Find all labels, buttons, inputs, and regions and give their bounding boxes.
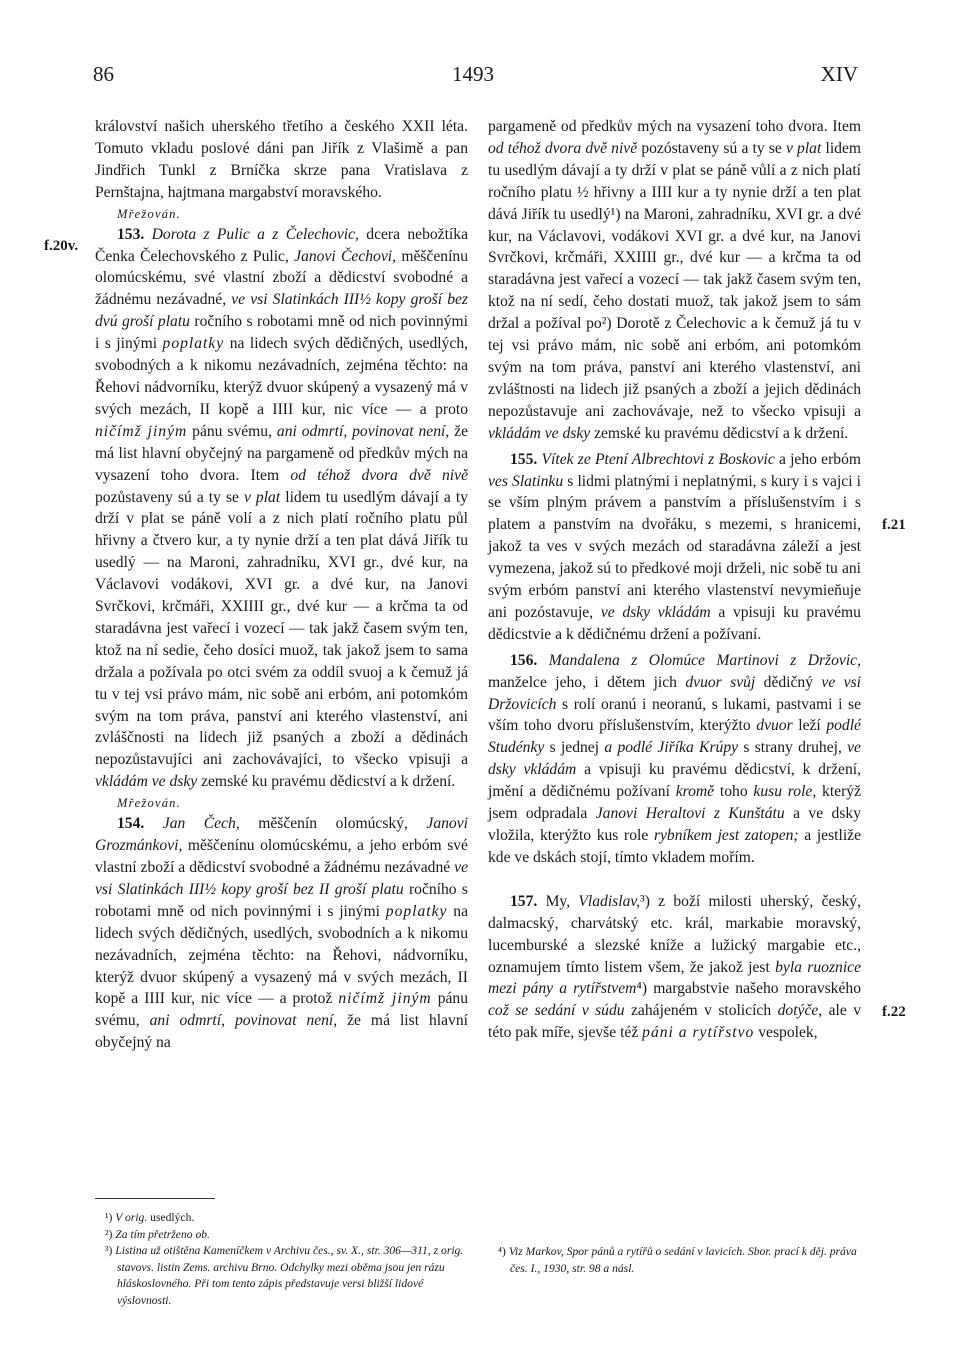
footnote-4: ⁴) Viz Markov, Spor pánů a rytířů o sedání v lavicích. Sbor. prací k děj. práva čes. I., 1930, str. 98 a násl. <box>498 1245 857 1275</box>
left-column <box>95 116 468 1054</box>
entry-number: 156. <box>510 651 538 669</box>
footnote-2: ²) Za tím přetrženo ob. <box>105 1227 210 1241</box>
scribe-signature: Mřežován. <box>117 796 181 811</box>
entry-number: 155. <box>510 450 538 468</box>
page-number: 86 <box>93 62 114 86</box>
entry-156: 156. Mandalena z Olomúce Martinovi z Držovic, manželce jeho, i dětem jich dvuor svůj dědičný ve vsi Držovicích s rolí oranú i neoranú, s lukami, pastvami i se vším toho dvoru příslušenstvím, kterýžto dvuor leží podlé Studénky s jednej a podlé Jiříka Krúpy s strany druhej, ve dsky vkládám a vpisuji ku pravému dědicství, k držení, jmění a dědičnému požívaní kromě toho kusu role, kterýž jsem odpradala Janovi Heraltovi z Kunštátu a ve dsky vložila, kterýžto kus role rybníkem jest zatopen; a jestliže kde ve dskách stojí, tímto vkladem mořím. <box>488 651 861 866</box>
entry-153: 153. Dorota z Pulic a z Čelechovic, dcera nebožtíka Čenka Čelechovského z Pulic, Janovi Čechovi, měščenínu olomúcskému, své vlastní zboží a dědicství svobodné a žádnému nezávadné, ve vsi Slatinkách III½ kopy groší bez dvú groší platu ročního s robotami mně od nich povinnými i s jinými poplatky na lidech svých dědičných, usedlých, svobodných a k nikomu nezávadních, zejména těchto: na Řehovi nádvorníku, kterýž dvuor skúpený a vysazený má v svých mezách, II kopě a IIII kur, nic více — a proto ničímž jiným pánu svému, ani odmrtí, povinovat není, že má list hlavní obyčejný na pargameně od předkův mých na vysazení toho dvora. Item od téhož dvora dvě nivě pozůstaveny sú a ty se v plat lidem tu usedlým dávají a ty drží v plat se páně volí a z nich platí ročního platu půl hřivny a čtvero kur, a ty nynie drží a ten plat dává Jiřík tu usedlý — na Maroni, zahradníku, XVI gr., dvé kur, na Václavovi vodákovi, XVI gr. a dvé kur, na Janovi Svrčkovi, krčmáři, XXIIII gr., dvé kur — a krčma ta od staradávna jest vařecí i vozecí — tak jakž časem svým ten, ktož na ní sedie, čeho dosíci muož, tak jakož jsem to sama držala a požívala po otci svém za oddíl svuoj a k čemuž já tu v tej vsi právo mám, nic sobě ani erbóm, ani potomkóm svým na tom práva, panství ani kterého vlastenství, ani zvláščnosti na lidech již psaných a zboží a dědinách nepozůstavujíci ani zachovávajíci, to všecko vpisuji a vkládám ve dsky zemské ku pravému dědicství a k držení. <box>95 225 469 791</box>
header-year: 1493 <box>452 62 494 86</box>
footnote-3: ³) Listina už otištěna Kameníčkem v Archivu čes., sv. X., str. 306—311, z orig. stavovs. listin Zems. archivu Brno. Odchylky mezi oběma jsou jen rázu hláskoslovného. Při tom tento zápis představuje versi bližší lidové výslovnosti. <box>105 1244 464 1307</box>
entry-number: 153. <box>117 225 145 243</box>
entry-157: 157. My, Vladislav,³) z boží milosti uherský, český, dalmacský, charvátský etc. král, markabie moravský, lucemburské a slezské kníže a lužický margabie etc., oznamujem tímto listem všem, že jakož jest byla ruoznice mezi pány a rytířstvem⁴) margabstvie našeho moravského což se sedání v súdu zahájeném v stolicích dotýče, ale v této pak míře, sjevše též páni a rytířstvo vespolek, <box>488 892 862 1042</box>
entry-155: 155. Vítek ze Ptení Albrechtovi z Boskovic a jeho erbóm ves Slatinku s lidmi platnými i neplatnými, s kury i s vajci i se vším plným právem a panstvím a příslušenstvím i s platem a panstvím na dvořáku, s mezemi, s hranicemi, jakož ta ves v svých mezách od staradávna záleží a jest vymezena, jakož sú to předkové moji drželi, nic sobě tu ani svým erbóm panství ani kterého vlastenství nevymieňuje ani pozóstavuje, ve dsky vkládám a vpisuji ku pravému dědicstvie a k dědičnému držení a požívaní. <box>488 450 861 643</box>
footnotes-left <box>95 1210 468 1309</box>
section-number: XIV <box>820 62 858 86</box>
margin-folio-21: f.21 <box>882 517 906 533</box>
footnote-1: ¹) V orig. usedlých. <box>105 1211 195 1224</box>
footnote-rule <box>95 1198 215 1199</box>
entry-number: 154. <box>117 815 145 833</box>
footnotes-right <box>488 1210 861 1277</box>
entry-154: 154. Jan Čech, měščenín olomúcský, Janovi Grozmánkovi, měščenínu olomúcskému, a jeho erbóm své vlastní zboží a dědicství svobodné a žádnému nezávadné ve vsi Slatinkách III½ kopy groší bez II groší platu ročního s robotami mně od nich povinnými i s jinými poplatky na lidech svých dědičných, usedlých, svobodních a k nikomu nezávadních, zejména těchto: na Řehovi, nádvorníku, kterýž dvuor skúpený a vysazený má v svých mezách, II kopě a IIII kur, nic více — a protož ničímž jiným pánu svému, ani odmrtí, povinovat není, že má list hlavní obyčejný na <box>95 815 468 1052</box>
margin-folio-22: f.22 <box>882 1004 906 1020</box>
running-header <box>0 62 960 92</box>
entry-number: 157. <box>510 892 538 910</box>
right-column <box>488 116 861 1044</box>
margin-folio-20v: f.20v. <box>44 238 79 254</box>
paragraph-continued: království našich uherského třetího a českého XXII léta. Tomuto vkladu poslové dáni pan Jiřík z Vlašimě a pan Jindřich Tunkl z Brníčka skrze pana Vratislava z Pernštajna, hajtmana margabství moravského. <box>95 118 468 201</box>
scribe-signature: Mřežován. <box>117 206 181 221</box>
paragraph-continued: pargameně od předkův mých na vysazení toho dvora. Item od téhož dvora dvě nivě pozóstaveny sú a ty se v plat lidem tu usedlým dávají a ty drží v plat se páně vůlí a z nich platí ročního platu ½ hřivny a IIII kur a ty nynie drží a ten plat dává Jiřík tu usedlý¹) na Maroni, zahradníku, XVI gr. a dvé kur, na Václavovi, vodákovi XVI gr. a dvé kur, na Janovi Svrčkovi, krčmáři, XXIIII gr., dvé kur — a krčma ta od staradávna jest vařecí a vozecí — tak jakž časem svým ten, ktož na ní sedí, čeho dostati muož, tak jakož jsem to sám držal a požíval po²) Dorotě z Čelechovic a k čemuž já tu v tej vsi právo mám, nic sobě ani erbóm, ani potomkóm svým na tom práva, panství ani kterého vlastenství, ani zvláštnosti na lidech již psaných a zboží a jejich dědinách nepozůstavuje ani zachovávaje, než to všecko vpisuji a vkládám ve dsky zemské ku pravému dědicství a k držení. <box>488 118 861 442</box>
